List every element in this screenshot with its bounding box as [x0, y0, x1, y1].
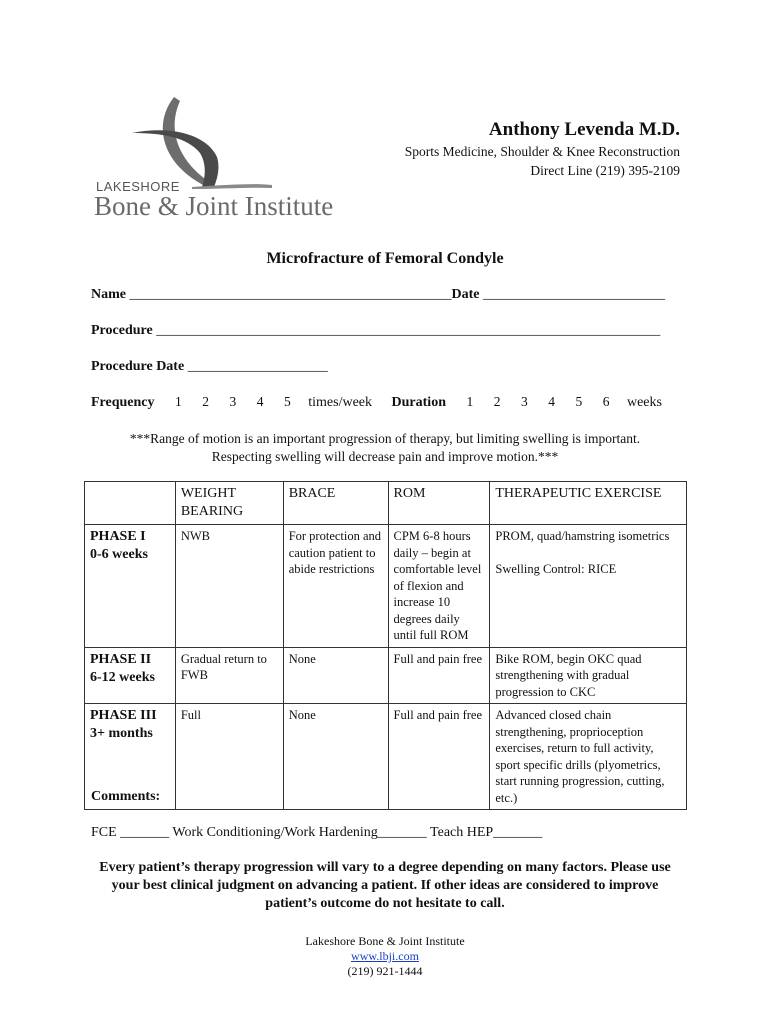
institute-logo	[92, 95, 372, 225]
weight-bearing-cell: Full	[175, 704, 283, 810]
duration-label: Duration	[391, 395, 446, 410]
duration-option[interactable]: 1	[466, 394, 474, 409]
brace-cell: For protection and caution patient to abide restrictions	[283, 525, 388, 648]
duration-option[interactable]: 6	[602, 394, 610, 409]
frequency-option[interactable]: 2	[202, 394, 210, 409]
exercise-text: PROM, quad/hamstring isometrics	[495, 529, 670, 543]
header-therapeutic-exercise: THERAPEUTIC EXERCISE	[490, 482, 687, 525]
page-title: Microfracture of Femoral Condyle	[266, 250, 504, 267]
duration-option[interactable]: 4	[548, 394, 555, 409]
header-weight-bearing: WEIGHT BEARING	[175, 482, 283, 525]
exercise-cell: Advanced closed chain strengthening, proprioception exercises, return to full activity, sport specific drills (plyometrics, start running progression, cutting, etc.)	[490, 704, 687, 810]
phase-table	[84, 481, 687, 810]
frequency-row	[91, 394, 662, 411]
table-header-row	[85, 482, 687, 525]
header-rom: ROM	[388, 482, 490, 525]
note-line-2: Respecting swelling will decrease pain and improve motion.***	[211, 449, 559, 464]
phase-weeks: 0-6 weeks	[90, 547, 148, 562]
logo-big-text: Bone & Joint Institute	[94, 191, 334, 221]
footer-website-link[interactable]: www.lbji.com	[351, 949, 419, 963]
frequency-option[interactable]: 3	[229, 394, 237, 409]
procedure-date-label: Procedure Date	[91, 359, 185, 374]
date-field[interactable]: __________________________	[483, 287, 665, 302]
duration-option[interactable]: 3	[520, 394, 528, 409]
table-row	[85, 704, 687, 810]
frequency-option[interactable]: 4	[256, 394, 264, 409]
procedure-label: Procedure	[91, 323, 153, 338]
doctor-specialty: Sports Medicine, Shoulder & Knee Reconstruction	[404, 144, 680, 159]
header-brace: BRACE	[283, 482, 388, 525]
therapy-options-line[interactable]: FCE _______ Work Conditioning/Work Hardening_______ Teach HEP_______	[91, 825, 543, 840]
phase-name: PHASE II	[90, 651, 152, 667]
phase-cell	[85, 525, 176, 648]
weight-bearing-cell: Gradual return to FWB	[175, 647, 283, 704]
procedure-date-row	[91, 359, 328, 375]
duration-unit: weeks	[626, 395, 662, 410]
duration-option[interactable]: 5	[575, 394, 583, 409]
brace-cell: None	[283, 647, 388, 704]
frequency-label: Frequency	[91, 395, 155, 410]
name-label: Name	[91, 287, 126, 302]
footer-phone: (219) 921-1444	[347, 964, 423, 978]
rom-cell: CPM 6-8 hours daily – begin at comfortable level of flexion and increase 10 degrees daily until full ROM	[388, 525, 490, 648]
doctor-phone: Direct Line (219) 395-2109	[530, 163, 680, 178]
table-row	[85, 647, 687, 704]
exercise-cell: Bike ROM, begin OKC quad strengthening with gradual progression to CKC	[490, 647, 687, 704]
name-date-row	[91, 287, 665, 303]
frequency-option[interactable]: 5	[284, 394, 291, 409]
brace-cell: None	[283, 704, 388, 810]
date-label: Date	[451, 287, 480, 302]
weight-bearing-cell: NWB	[175, 525, 283, 648]
logo-swoosh-icon	[132, 95, 272, 190]
footer-org: Lakeshore Bone & Joint Institute	[305, 934, 465, 948]
phase-name: PHASE III	[90, 708, 157, 723]
procedure-field[interactable]: ________________________________________________________________________	[156, 323, 661, 338]
phase-name: PHASE I	[90, 529, 146, 544]
doctor-name: Anthony Levenda M.D.	[488, 119, 680, 140]
exercise-text-2: Swelling Control: RICE	[495, 561, 617, 576]
procedure-date-field[interactable]: ____________________	[187, 359, 328, 374]
rom-cell: Full and pain free	[388, 647, 490, 704]
phase-cell	[85, 647, 176, 704]
note-line-1: ***Range of motion is an important progression of therapy, but limiting swelling is important.	[129, 431, 641, 446]
closing-statement: Every patient’s therapy progression will vary to a degree depending on many factors. Please use your best clinical judgment on advancing a patient. If other ideas are considered to improve patient’s outcome do not hesitate to call.	[99, 860, 671, 911]
phase-weeks: 6-12 weeks	[90, 669, 155, 685]
range-of-motion-note	[60, 430, 710, 466]
rom-cell: Full and pain free	[388, 704, 490, 810]
frequency-option[interactable]: 1	[175, 394, 182, 409]
procedure-row	[91, 323, 660, 339]
logo-small-text: LAKESHORE	[96, 179, 180, 194]
phase-weeks: 3+ months	[90, 726, 153, 741]
table-row	[85, 525, 687, 648]
frequency-unit: times/week	[308, 395, 373, 410]
footer	[0, 934, 770, 979]
comments-label: Comments:	[91, 789, 161, 804]
doctor-header	[405, 119, 680, 179]
duration-option[interactable]: 2	[493, 394, 501, 409]
exercise-cell	[490, 525, 687, 648]
name-field[interactable]: ______________________________________________	[129, 287, 452, 302]
header-empty	[85, 482, 176, 525]
